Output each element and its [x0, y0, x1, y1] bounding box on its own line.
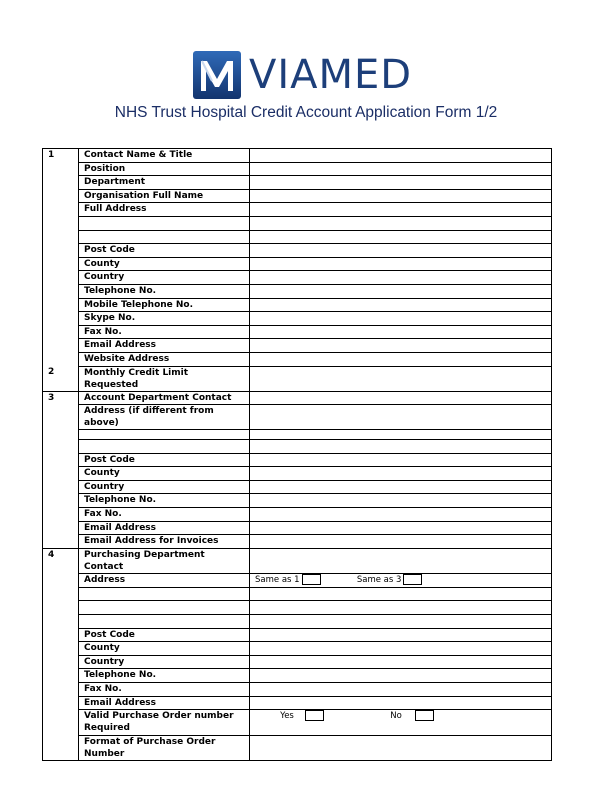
- field-label: Department: [79, 176, 250, 190]
- position-field[interactable]: [250, 162, 552, 176]
- field-label: Country: [79, 655, 250, 669]
- telephone-field[interactable]: [250, 669, 552, 683]
- telephone-field[interactable]: [250, 284, 552, 298]
- field-label: Email Address: [79, 521, 250, 535]
- section-number: 4: [43, 548, 79, 735]
- contact-name-field[interactable]: [250, 149, 552, 163]
- same-as-3-label: Same as 3: [356, 575, 402, 586]
- field-label: Account Department Contact: [79, 391, 250, 405]
- field-label: Telephone No.: [79, 669, 250, 683]
- email-field[interactable]: [250, 696, 552, 710]
- form-title: NHS Trust Hospital Credit Account Application Form 1/2: [114, 104, 498, 121]
- no-label: No: [390, 711, 402, 722]
- viamed-logo: [193, 51, 418, 99]
- same-as-1-checkbox[interactable]: [302, 574, 321, 585]
- country-field[interactable]: [250, 271, 552, 285]
- field-label: [79, 430, 250, 440]
- field-label: Full Address: [79, 203, 250, 217]
- post-code-field[interactable]: [250, 453, 552, 467]
- field-label: Format of Purchase Order Number: [79, 735, 250, 760]
- field-label: Email Address for Invoices: [79, 535, 250, 549]
- fax-field[interactable]: [250, 508, 552, 522]
- field-label: Telephone No.: [79, 284, 250, 298]
- address-line-field[interactable]: [250, 440, 552, 454]
- address-line-field[interactable]: [250, 601, 552, 615]
- field-label: Purchasing Department Contact: [79, 548, 250, 573]
- field-label: Post Code: [79, 453, 250, 467]
- address-line-field[interactable]: [250, 430, 552, 440]
- account-contact-field[interactable]: [250, 391, 552, 405]
- credit-limit-field[interactable]: [250, 366, 552, 391]
- field-label: County: [79, 257, 250, 271]
- country-field[interactable]: [250, 480, 552, 494]
- same-as-3-checkbox[interactable]: [403, 574, 422, 585]
- po-format-field[interactable]: [250, 735, 552, 760]
- field-label: Organisation Full Name: [79, 189, 250, 203]
- website-field[interactable]: [250, 352, 552, 366]
- field-label: Position: [79, 162, 250, 176]
- application-form-table: [42, 148, 552, 761]
- fax-field[interactable]: [250, 682, 552, 696]
- country-field[interactable]: [250, 655, 552, 669]
- fax-field[interactable]: [250, 325, 552, 339]
- post-code-field[interactable]: [250, 244, 552, 258]
- field-label: County: [79, 467, 250, 481]
- address-line-field[interactable]: [250, 615, 552, 629]
- post-code-field[interactable]: [250, 628, 552, 642]
- section-number: 1: [43, 149, 79, 367]
- email-field[interactable]: [250, 339, 552, 353]
- field-label: Post Code: [79, 244, 250, 258]
- logo-wordmark: VIAMED: [249, 52, 413, 98]
- yes-checkbox[interactable]: [305, 710, 324, 721]
- field-label: Address (if different from above): [79, 405, 250, 430]
- invoice-email-field[interactable]: [250, 535, 552, 549]
- section-number: 2: [43, 366, 79, 391]
- purchasing-contact-field[interactable]: [250, 548, 552, 573]
- field-label: Post Code: [79, 628, 250, 642]
- county-field[interactable]: [250, 257, 552, 271]
- field-label: [79, 615, 250, 629]
- skype-field[interactable]: [250, 312, 552, 326]
- field-label: Fax No.: [79, 682, 250, 696]
- email-field[interactable]: [250, 521, 552, 535]
- telephone-field[interactable]: [250, 494, 552, 508]
- full-address-field[interactable]: [250, 203, 552, 217]
- field-label: Telephone No.: [79, 494, 250, 508]
- field-label: Country: [79, 480, 250, 494]
- mobile-field[interactable]: [250, 298, 552, 312]
- field-label: [79, 587, 250, 601]
- field-label: [79, 601, 250, 615]
- field-label: Address: [79, 574, 250, 588]
- po-required-field[interactable]: [250, 710, 552, 735]
- address-line-field[interactable]: [250, 230, 552, 244]
- viamed-m-logo-icon: [193, 51, 241, 99]
- field-label: Fax No.: [79, 325, 250, 339]
- section-number: 3: [43, 391, 79, 535]
- county-field[interactable]: [250, 467, 552, 481]
- field-label: County: [79, 642, 250, 656]
- field-label: Monthly Credit Limit Requested: [79, 366, 250, 391]
- field-label: Mobile Telephone No.: [79, 298, 250, 312]
- field-label: Country: [79, 271, 250, 285]
- field-label: Valid Purchase Order number Required: [79, 710, 250, 735]
- same-as-1-label: Same as 1: [255, 575, 300, 586]
- field-label: Website Address: [79, 352, 250, 366]
- field-label: [79, 440, 250, 454]
- purchasing-address-field[interactable]: [250, 574, 552, 588]
- organisation-field[interactable]: [250, 189, 552, 203]
- county-field[interactable]: [250, 642, 552, 656]
- address-line-field[interactable]: [250, 216, 552, 230]
- field-label: Email Address: [79, 339, 250, 353]
- yes-label: Yes: [280, 711, 294, 722]
- field-label: Fax No.: [79, 508, 250, 522]
- field-label: Email Address: [79, 696, 250, 710]
- field-label: Contact Name & Title: [79, 149, 250, 163]
- address-line-field[interactable]: [250, 587, 552, 601]
- field-label: Skype No.: [79, 312, 250, 326]
- account-address-field[interactable]: [250, 405, 552, 430]
- field-label: [79, 216, 250, 230]
- field-label: [79, 230, 250, 244]
- department-field[interactable]: [250, 176, 552, 190]
- no-checkbox[interactable]: [415, 710, 434, 721]
